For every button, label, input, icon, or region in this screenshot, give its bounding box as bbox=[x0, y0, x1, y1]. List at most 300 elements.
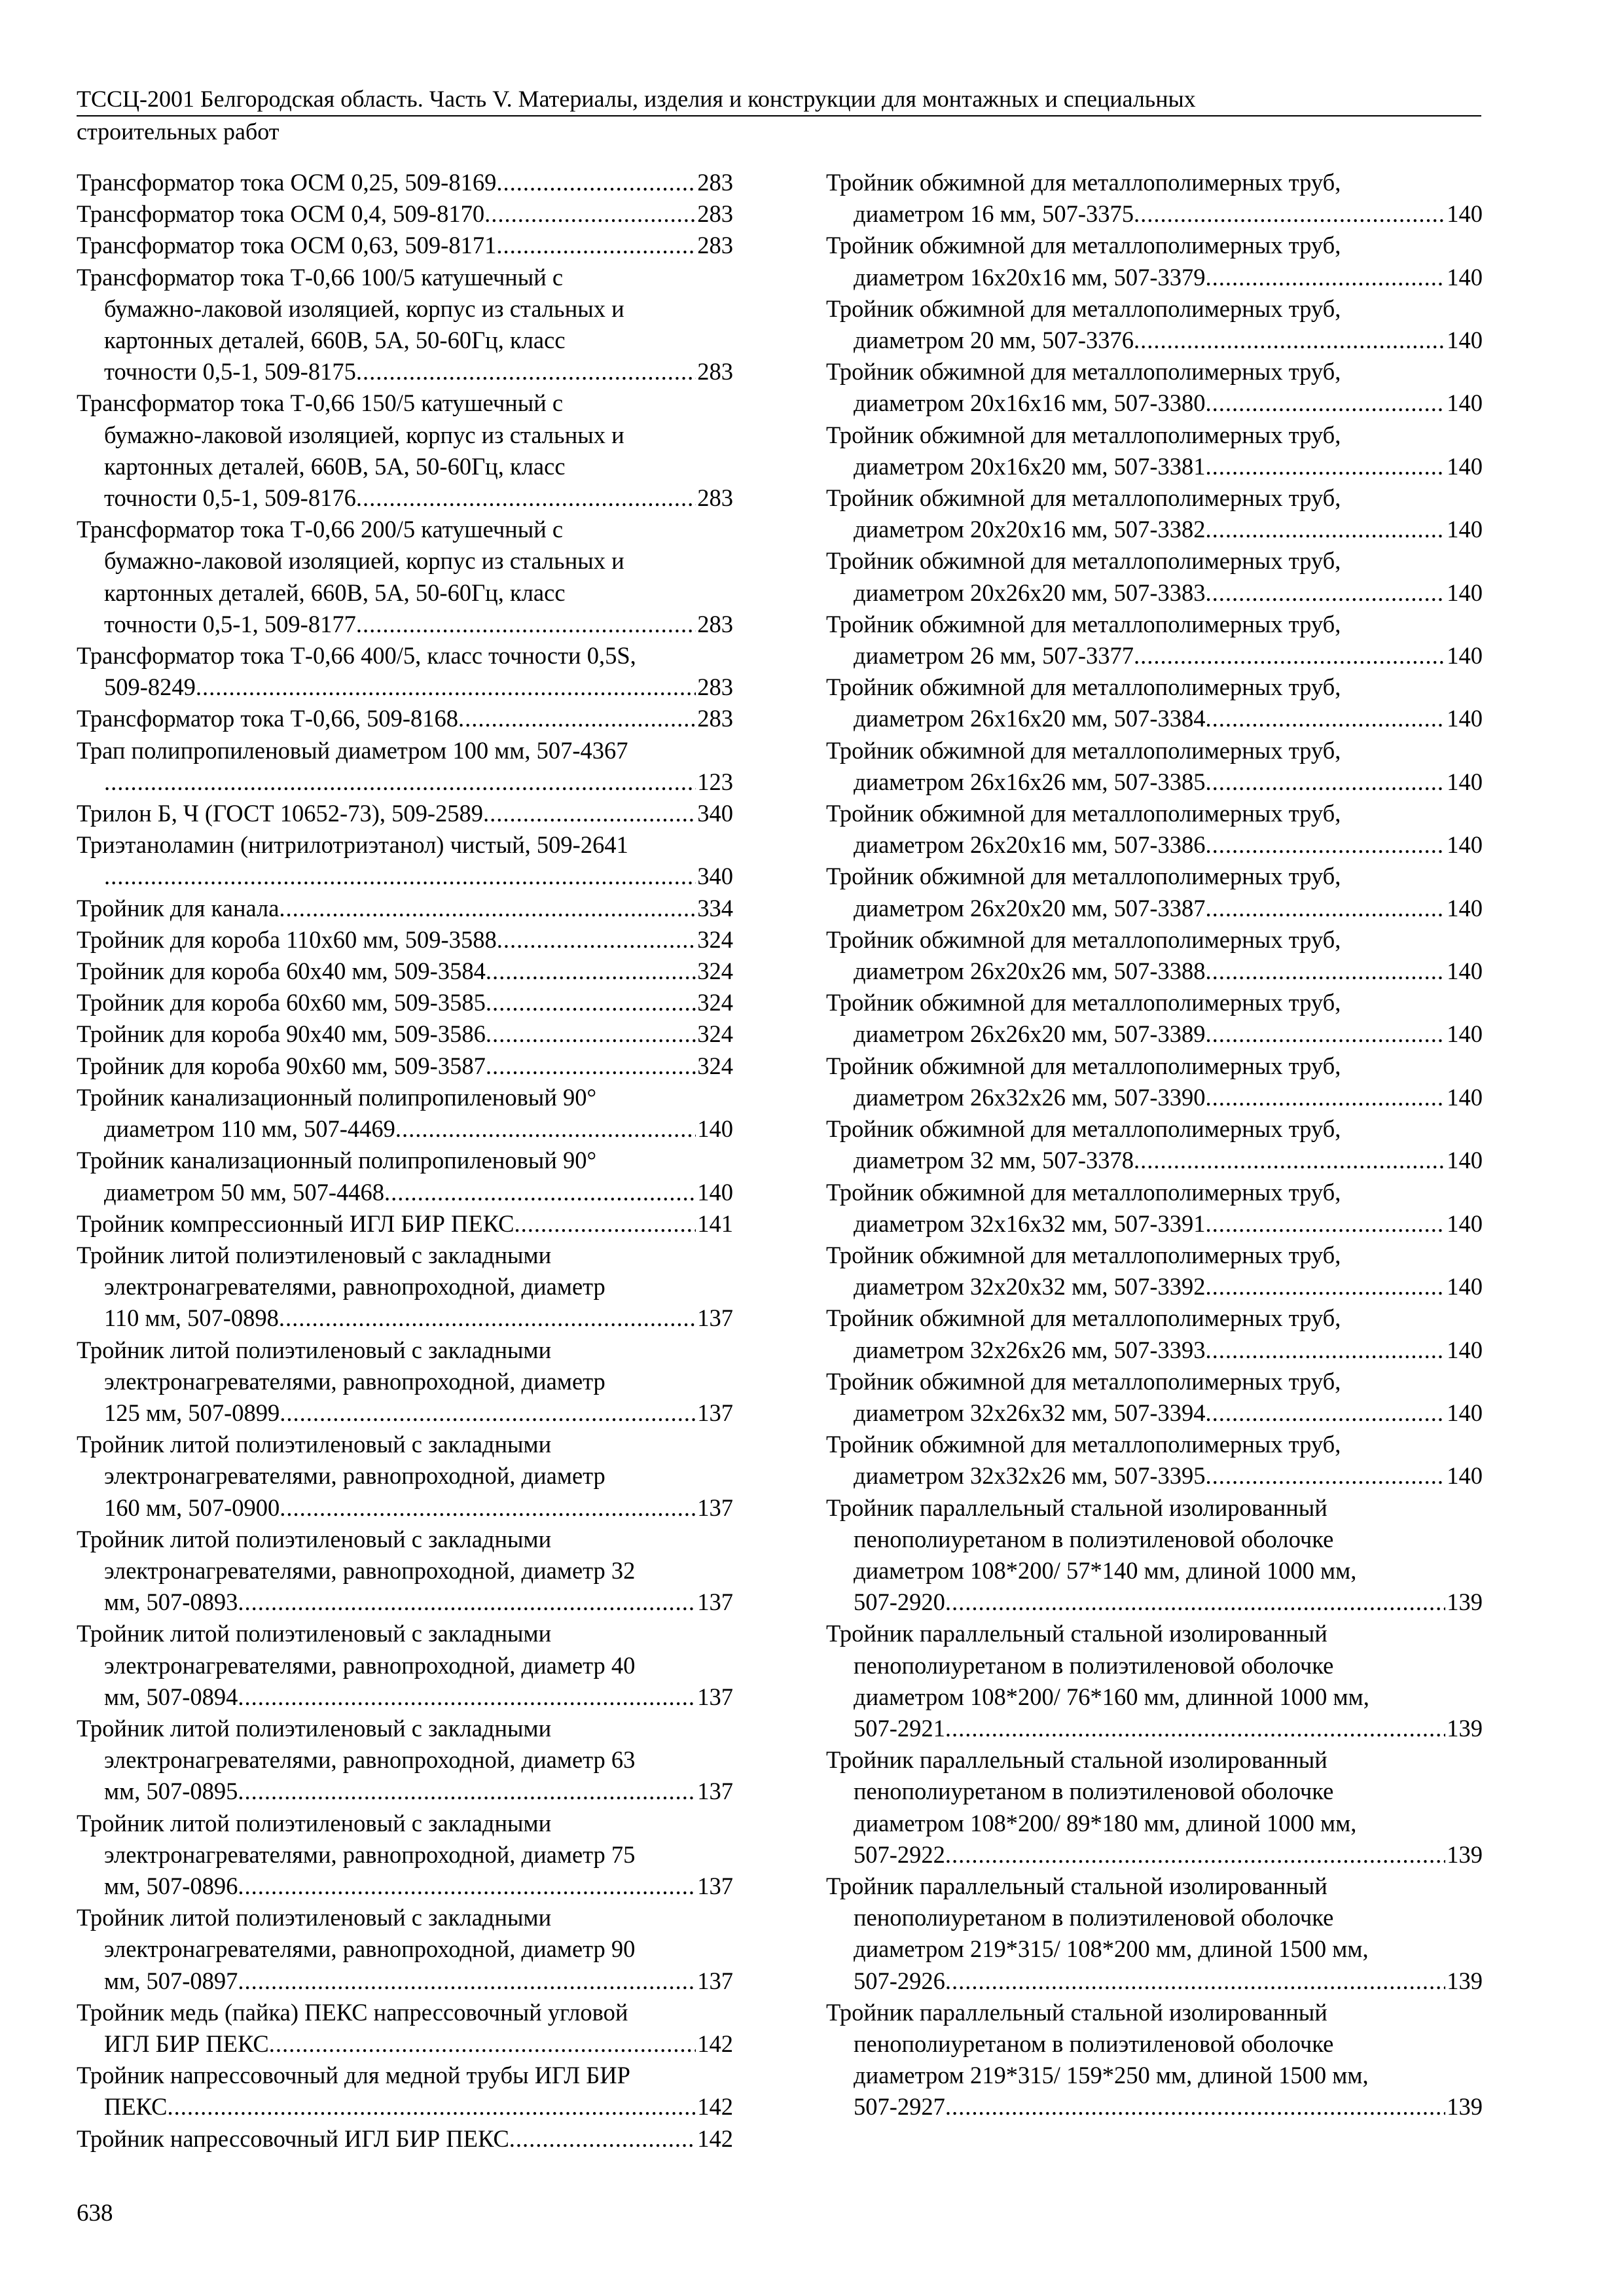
index-entry-line bbox=[77, 640, 733, 672]
index-entry-line bbox=[77, 1208, 733, 1240]
index-entry-text: Трансформатор тока ОСМ 0,25, 509-8169 bbox=[77, 169, 497, 196]
index-entry-text: Тройник компрессионный ИГЛ БИР ПЕКС bbox=[77, 1210, 514, 1237]
index-entry bbox=[77, 1018, 733, 1050]
index-entry-line bbox=[826, 924, 1483, 956]
index-entry-line bbox=[77, 2123, 733, 2155]
index-entry-page: 140 bbox=[1447, 516, 1483, 543]
index-entry-text: диаметром 16 мм, 507-3375 bbox=[854, 200, 1134, 228]
index-entry-line bbox=[77, 2060, 733, 2091]
index-entry-text: картонных деталей, 660В, 5А, 50-60Гц, класс bbox=[104, 452, 566, 480]
index-entry-text: точности 0,5-1, 509-8177 bbox=[104, 610, 356, 637]
index-entry-line bbox=[77, 1050, 733, 1082]
index-entry-text: 507-2922 bbox=[854, 1840, 945, 1868]
index-entry-text: Тройник напрессовочный для медной трубы ИГЛ БИР bbox=[77, 2062, 630, 2089]
index-entry-page: 283 bbox=[697, 200, 733, 228]
index-entry-text: мм, 507-0893 bbox=[104, 1588, 238, 1616]
dot-leader bbox=[484, 198, 696, 230]
index-entry-text: мм, 507-0894 bbox=[104, 1683, 238, 1710]
index-entry-page: 139 bbox=[1447, 2093, 1483, 2121]
index-entry-text: Тройник параллельный стальной изолированный bbox=[826, 1746, 1327, 1774]
index-entry-text: Трап полипропиленовый диаметром 100 мм, 507-4367 bbox=[77, 736, 628, 764]
dot-leader bbox=[1206, 766, 1446, 798]
index-entry-line bbox=[77, 1302, 733, 1334]
index-entry-line bbox=[77, 609, 733, 640]
dot-leader bbox=[1206, 262, 1446, 293]
index-entry-line bbox=[826, 1271, 1483, 1302]
index-entry-line bbox=[77, 2028, 733, 2060]
index-entry-text: Тройник обжимной для металлополимерных труб, bbox=[826, 989, 1341, 1016]
index-entry-line bbox=[826, 1681, 1483, 1713]
index-entry-page: 140 bbox=[1447, 831, 1483, 859]
index-entry-page: 140 bbox=[697, 1115, 733, 1143]
index-entry-line bbox=[77, 1871, 733, 1902]
index-entry-line bbox=[77, 1902, 733, 1933]
index-entry-page: 137 bbox=[697, 1399, 733, 1426]
dot-leader bbox=[1206, 387, 1446, 419]
index-entry-text: 507-2921 bbox=[854, 1714, 945, 1742]
index-entry-text: Тройник для канала bbox=[77, 894, 280, 922]
index-entry-line bbox=[77, 1681, 733, 1713]
index-entry-text: диаметром 26х16х20 мм, 507-3384 bbox=[854, 705, 1206, 732]
index-entry-text: бумажно-лаковой изоляцией, корпус из стальных и bbox=[104, 295, 624, 322]
running-header bbox=[77, 84, 1481, 147]
index-entry-text: ИГЛ БИР ПЕКС bbox=[104, 2030, 269, 2057]
index-entry-text: Тройник обжимной для металлополимерных труб, bbox=[826, 925, 1341, 953]
index-entry bbox=[77, 703, 733, 734]
dot-leader bbox=[483, 798, 696, 829]
index-entry-text: диаметром 219*315/ 159*250 мм, длиной 1500 мм, bbox=[854, 2062, 1369, 2089]
index-entry-line bbox=[826, 1618, 1483, 1649]
index-entry bbox=[826, 545, 1483, 608]
index-entry-line bbox=[826, 1555, 1483, 1587]
index-entry-text: пенополиуретаном в полиэтиленовой оболочке bbox=[854, 2030, 1334, 2057]
index-entry-page: 140 bbox=[1447, 263, 1483, 291]
page-number: 638 bbox=[77, 2200, 113, 2227]
index-entry-text: Тройник обжимной для металлополимерных труб, bbox=[826, 232, 1341, 259]
index-entry-text: диаметром 26х20х20 мм, 507-3387 bbox=[854, 894, 1206, 922]
index-entry-text: Тройник для короба 110х60 мм, 509-3588 bbox=[77, 925, 497, 953]
index-entry-text: Тройник обжимной для металлополимерных труб, bbox=[826, 1178, 1341, 1206]
index-entry-text: Тройник для короба 60х40 мм, 509-3584 bbox=[77, 958, 486, 985]
index-entry-text: диаметром 108*200/ 89*180 мм, длиной 1000 мм, bbox=[854, 1809, 1357, 1837]
dot-leader bbox=[1206, 1271, 1446, 1302]
index-entry-text: Тройник обжимной для металлополимерных труб, bbox=[826, 295, 1341, 322]
index-entry-text: 507-2927 bbox=[854, 2093, 945, 2121]
index-entry-page: 137 bbox=[697, 1588, 733, 1616]
index-entry-line bbox=[77, 861, 733, 892]
index-entry bbox=[77, 1713, 733, 1808]
dot-leader bbox=[1206, 1397, 1446, 1429]
index-entry-line bbox=[77, 1618, 733, 1649]
index-entry-text: пенополиуретаном в полиэтиленовой оболочке bbox=[854, 1651, 1334, 1679]
dot-leader bbox=[1206, 893, 1446, 924]
dot-leader bbox=[945, 1839, 1445, 1871]
index-entry-text: пенополиуретаном в полиэтиленовой оболочке bbox=[854, 1525, 1334, 1552]
index-entry-page: 139 bbox=[1447, 1588, 1483, 1616]
index-entry-text: Тройник обжимной для металлополимерных труб, bbox=[826, 673, 1341, 701]
index-entry-line bbox=[77, 1366, 733, 1397]
index-entry-text: Тройник обжимной для металлополимерных труб, bbox=[826, 421, 1341, 448]
index-entry bbox=[77, 1524, 733, 1619]
index-entry-text: 160 мм, 507-0900 bbox=[104, 1494, 280, 1521]
index-entry-text: диаметром 26х20х26 мм, 507-3388 bbox=[854, 958, 1206, 985]
index-entry-line bbox=[826, 482, 1483, 514]
index-entry bbox=[826, 420, 1483, 482]
index-entry-line bbox=[826, 1902, 1483, 1933]
index-entry-line bbox=[826, 420, 1483, 451]
index-entry-line bbox=[77, 1335, 733, 1366]
index-entry-line bbox=[77, 987, 733, 1018]
index-entry-text: Тройник литой полиэтиленовый с закладными bbox=[77, 1431, 552, 1458]
index-entry-line bbox=[826, 1839, 1483, 1871]
index-entry-text: диаметром 219*315/ 108*200 мм, длиной 1500 мм, bbox=[854, 1935, 1369, 1963]
dot-leader bbox=[1206, 1018, 1446, 1050]
dot-leader bbox=[279, 893, 696, 924]
dot-leader bbox=[238, 1681, 696, 1713]
index-entry-line bbox=[77, 735, 733, 766]
index-entry-line bbox=[826, 609, 1483, 640]
index-entry bbox=[77, 956, 733, 987]
index-entry-text: Тройник обжимной для металлополимерных труб, bbox=[826, 1367, 1341, 1395]
index-entry-page: 139 bbox=[1447, 1840, 1483, 1868]
dot-leader bbox=[395, 1113, 696, 1145]
index-entry-text: Тройник обжимной для металлополимерных труб, bbox=[826, 1431, 1341, 1458]
dot-leader bbox=[356, 482, 696, 514]
index-entry-line bbox=[826, 293, 1483, 325]
index-entry-line bbox=[826, 829, 1483, 861]
index-entry-text: точности 0,5-1, 509-8175 bbox=[104, 358, 356, 386]
index-entry-text: Тройник литой полиэтиленовый с закладными bbox=[77, 1714, 552, 1742]
index-entry-text: диаметром 110 мм, 507-4469 bbox=[104, 1115, 395, 1143]
index-entry-line bbox=[826, 1933, 1483, 1965]
index-entry-line bbox=[77, 293, 733, 325]
index-entry bbox=[826, 482, 1483, 545]
index-entry-text: диаметром 108*200/ 76*160 мм, длинной 1000 мм, bbox=[854, 1683, 1369, 1710]
index-entry-text: диаметром 20х16х16 мм, 507-3380 bbox=[854, 389, 1206, 417]
index-entry-text: диаметром 32х32х26 мм, 507-3395 bbox=[854, 1462, 1206, 1490]
index-entry-line bbox=[77, 167, 733, 198]
index-entry-text: Трансформатор тока ОСМ 0,4, 509-8170 bbox=[77, 200, 485, 228]
index-entry-text: бумажно-лаковой изоляцией, корпус из стальных и bbox=[104, 547, 624, 575]
index-entry-line bbox=[826, 2091, 1483, 2123]
dot-leader bbox=[1206, 577, 1446, 609]
index-entry-page: 137 bbox=[697, 1683, 733, 1710]
index-entry-line bbox=[77, 1555, 733, 1587]
index-entry-line bbox=[77, 230, 733, 261]
index-entry-line bbox=[826, 861, 1483, 892]
index-entry bbox=[826, 987, 1483, 1050]
header-line-2: строительных работ bbox=[77, 118, 280, 145]
index-entry-text: Трилон Б, Ч (ГОСТ 10652-73), 509-2589 bbox=[77, 800, 483, 827]
dot-leader bbox=[1206, 514, 1446, 545]
index-entry-text: 110 мм, 507-0898 bbox=[104, 1304, 279, 1332]
header-line-1: ТССЦ-2001 Белгородская область. Часть V. Материалы, изделия и конструкции для монтажных и специальных bbox=[77, 84, 1481, 117]
index-entry-line bbox=[826, 545, 1483, 577]
dot-leader bbox=[1206, 1335, 1446, 1366]
index-entry-line bbox=[826, 1335, 1483, 1366]
index-entry-line bbox=[77, 766, 733, 798]
dot-leader bbox=[167, 2091, 696, 2123]
index-entry-line bbox=[826, 230, 1483, 261]
index-entry-line bbox=[77, 1997, 733, 2028]
index-entry-text: Тройник канализационный полипропиленовый 90° bbox=[77, 1147, 597, 1174]
index-entry bbox=[826, 798, 1483, 861]
index-entry-text: диаметром 32х26х26 мм, 507-3393 bbox=[854, 1336, 1206, 1363]
index-entry-text: диаметром 26 мм, 507-3377 bbox=[854, 642, 1134, 670]
index-entry bbox=[77, 640, 733, 703]
index-entry-text: Трансформатор тока ОСМ 0,63, 509-8171 bbox=[77, 232, 497, 259]
index-entry-page: 324 bbox=[697, 989, 733, 1016]
index-entry bbox=[77, 987, 733, 1018]
index-entry-text: Тройник обжимной для металлополимерных труб, bbox=[826, 1115, 1341, 1143]
index-entry bbox=[77, 167, 733, 198]
index-entry-text: диаметром 20х20х16 мм, 507-3382 bbox=[854, 516, 1206, 543]
index-entry-line bbox=[77, 1933, 733, 1965]
index-entry-text: Тройник литой полиэтиленовый с закладными bbox=[77, 1620, 552, 1647]
index-entry-line bbox=[77, 798, 733, 829]
index-entry-page: 283 bbox=[697, 358, 733, 386]
index-entry-text: пенополиуретаном в полиэтиленовой оболочке bbox=[854, 1904, 1334, 1931]
dot-leader bbox=[356, 609, 696, 640]
index-entry-line bbox=[77, 2091, 733, 2123]
index-entry-line bbox=[826, 1460, 1483, 1492]
dot-leader bbox=[269, 2028, 696, 2060]
index-entry-text: Трансформатор тока Т-0,66 150/5 катушечный с bbox=[77, 389, 564, 417]
index-entry-line bbox=[77, 1460, 733, 1492]
index-entry bbox=[77, 2123, 733, 2155]
index-entry bbox=[77, 829, 733, 892]
index-entry-page: 324 bbox=[697, 925, 733, 953]
index-entry-text: Тройник обжимной для металлополимерных труб, bbox=[826, 169, 1341, 196]
index-entry-line bbox=[77, 829, 733, 861]
dot-leader bbox=[238, 1587, 696, 1618]
dot-leader bbox=[514, 1208, 696, 1240]
dot-leader bbox=[497, 924, 696, 956]
dot-leader bbox=[486, 1050, 696, 1082]
index-entry-text: Тройник обжимной для металлополимерных труб, bbox=[826, 358, 1341, 386]
index-entry-page: 140 bbox=[1447, 705, 1483, 732]
dot-leader bbox=[104, 861, 696, 892]
index-entry-line bbox=[77, 1808, 733, 1839]
index-entry bbox=[77, 198, 733, 230]
index-entry-page: 140 bbox=[1447, 1399, 1483, 1426]
index-entry-page: 140 bbox=[1447, 768, 1483, 795]
index-entry bbox=[826, 924, 1483, 987]
index-entry-text: диаметром 108*200/ 57*140 мм, длиной 1000 мм, bbox=[854, 1556, 1357, 1584]
index-entry-line bbox=[826, 1240, 1483, 1271]
index-entry-line bbox=[77, 1429, 733, 1460]
index-entry-line bbox=[77, 1587, 733, 1618]
dot-leader bbox=[945, 1965, 1445, 1997]
index-entry-text: диаметром 20 мм, 507-3376 bbox=[854, 327, 1134, 354]
index-entry-text: диаметром 32х16х32 мм, 507-3391 bbox=[854, 1210, 1206, 1237]
dot-leader bbox=[945, 1587, 1445, 1618]
index-entry-page: 283 bbox=[697, 169, 733, 196]
index-entry-text: Трансформатор тока Т-0,66, 509-8168 bbox=[77, 705, 459, 732]
index-entry-page: 140 bbox=[1447, 452, 1483, 480]
index-entry bbox=[826, 1997, 1483, 2123]
index-entry-line bbox=[77, 1839, 733, 1871]
index-entry-page: 137 bbox=[697, 1778, 733, 1805]
index-entry-line bbox=[77, 1713, 733, 1744]
index-entry-page: 142 bbox=[697, 2093, 733, 2121]
dot-leader bbox=[1134, 198, 1445, 230]
index-entry-line bbox=[826, 1208, 1483, 1240]
index-entry-text: Тройник параллельный стальной изолированный bbox=[826, 1620, 1327, 1647]
index-entry-text: диаметром 26х16х26 мм, 507-3385 bbox=[854, 768, 1206, 795]
index-entry-text: Тройник параллельный стальной изолированный bbox=[826, 1494, 1327, 1521]
index-entry-text: ПЕКС bbox=[104, 2093, 168, 2121]
index-entry-line bbox=[77, 1776, 733, 1807]
index-entry-text: Тройник медь (пайка) ПЕКС напрессовочный угловой bbox=[77, 1998, 628, 2026]
index-entry bbox=[826, 230, 1483, 293]
index-entry bbox=[826, 167, 1483, 230]
dot-leader bbox=[486, 956, 696, 987]
index-entry-page: 142 bbox=[697, 2125, 733, 2152]
index-entry-page: 137 bbox=[697, 1494, 733, 1521]
index-entry bbox=[77, 1429, 733, 1524]
index-entry-page: 142 bbox=[697, 2030, 733, 2057]
index-entry-line bbox=[77, 577, 733, 609]
index-entry-text: диаметром 20х26х20 мм, 507-3383 bbox=[854, 579, 1206, 606]
index-entry-line bbox=[826, 1808, 1483, 1839]
index-entry-line bbox=[77, 1524, 733, 1555]
index-entry-line bbox=[826, 1302, 1483, 1334]
index-entry-line bbox=[826, 387, 1483, 419]
index-entry-text: мм, 507-0896 bbox=[104, 1872, 238, 1899]
index-entry-text: электронагревателями, равнопроходной, диаметр bbox=[104, 1367, 605, 1395]
index-entry bbox=[77, 262, 733, 388]
index-entry-page: 324 bbox=[697, 958, 733, 985]
dot-leader bbox=[280, 1397, 696, 1429]
index-entry-page: 140 bbox=[1447, 1336, 1483, 1363]
index-entry-line bbox=[826, 1587, 1483, 1618]
index-entry-text: диаметром 32 мм, 507-3378 bbox=[854, 1147, 1134, 1174]
index-entry-line bbox=[77, 924, 733, 956]
index-entry bbox=[826, 1429, 1483, 1492]
dot-leader bbox=[1134, 1145, 1445, 1176]
index-entry-line bbox=[77, 703, 733, 734]
dot-leader bbox=[280, 1492, 696, 1524]
index-entry-text: Тройник обжимной для металлополимерных труб, bbox=[826, 484, 1341, 512]
index-column-right bbox=[826, 167, 1483, 2123]
dot-leader bbox=[1206, 956, 1446, 987]
dot-leader bbox=[1206, 1208, 1446, 1240]
index-entry bbox=[826, 1492, 1483, 1619]
index-entry-text: диаметром 32х20х32 мм, 507-3392 bbox=[854, 1273, 1206, 1300]
index-entry-line bbox=[77, 387, 733, 419]
index-entry bbox=[77, 1240, 733, 1335]
index-entry-line bbox=[826, 766, 1483, 798]
index-entry-text: Тройник параллельный стальной изолированный bbox=[826, 1872, 1327, 1899]
index-entry-line bbox=[826, 987, 1483, 1018]
index-entry-page: 137 bbox=[697, 1872, 733, 1899]
index-entry-line bbox=[77, 1965, 733, 1997]
index-entry-line bbox=[826, 167, 1483, 198]
dot-leader bbox=[486, 987, 696, 1018]
index-entry-line bbox=[826, 262, 1483, 293]
dot-leader bbox=[238, 1965, 696, 1997]
index-entry-line bbox=[77, 514, 733, 545]
index-entry-text: диаметром 20х16х20 мм, 507-3381 bbox=[854, 452, 1206, 480]
index-entry bbox=[826, 293, 1483, 356]
dot-leader bbox=[196, 672, 696, 703]
dot-leader bbox=[496, 167, 696, 198]
index-entry-line bbox=[77, 956, 733, 987]
index-entry-line bbox=[77, 1113, 733, 1145]
index-entry-text: Тройник обжимной для металлополимерных труб, bbox=[826, 863, 1341, 890]
index-entry-line bbox=[77, 1018, 733, 1050]
index-entry-line bbox=[826, 2028, 1483, 2060]
index-entry-text: Тройник обжимной для металлополимерных труб, bbox=[826, 800, 1341, 827]
index-entry-text: электронагревателями, равнопроходной, диаметр 63 bbox=[104, 1746, 636, 1774]
index-entry-line bbox=[77, 1397, 733, 1429]
index-entry-line bbox=[77, 451, 733, 482]
index-entry-line bbox=[77, 1744, 733, 1776]
index-entry bbox=[77, 1618, 733, 1713]
index-entry-line bbox=[826, 1429, 1483, 1460]
index-entry-text: 507-2920 bbox=[854, 1588, 945, 1616]
index-entry-page: 324 bbox=[697, 1020, 733, 1048]
index-entry-text: электронагревателями, равнопроходной, диаметр bbox=[104, 1462, 605, 1490]
index-entry-line bbox=[826, 198, 1483, 230]
index-entry bbox=[826, 1177, 1483, 1240]
dot-leader bbox=[1206, 451, 1446, 482]
index-entry bbox=[77, 1050, 733, 1082]
index-entry-text: бумажно-лаковой изоляцией, корпус из стальных и bbox=[104, 421, 624, 448]
index-entry-page: 140 bbox=[1447, 200, 1483, 228]
index-entry-text: Тройник напрессовочный ИГЛ БИР ПЕКС bbox=[77, 2125, 509, 2152]
index-entry bbox=[826, 1744, 1483, 1871]
index-entry bbox=[826, 1113, 1483, 1176]
index-entry-text: электронагревателями, равнопроходной, диаметр 40 bbox=[104, 1651, 636, 1679]
index-entry bbox=[77, 230, 733, 261]
index-entry-line bbox=[77, 672, 733, 703]
index-entry-line bbox=[77, 356, 733, 387]
index-entry-line bbox=[77, 1082, 733, 1113]
index-entry-page: 137 bbox=[697, 1304, 733, 1332]
index-entry-page: 139 bbox=[1447, 1967, 1483, 1994]
index-entry-text: Тройник обжимной для металлополимерных труб, bbox=[826, 547, 1341, 575]
index-entry-page: 283 bbox=[697, 484, 733, 512]
index-entry-text: 125 мм, 507-0899 bbox=[104, 1399, 280, 1426]
index-entry-line bbox=[826, 514, 1483, 545]
index-entry-line bbox=[826, 1397, 1483, 1429]
dot-leader bbox=[1134, 325, 1445, 356]
index-entry-line bbox=[77, 545, 733, 577]
index-entry-page: 340 bbox=[697, 863, 733, 890]
index-entry-text: электронагревателями, равнопроходной, диаметр 75 bbox=[104, 1840, 636, 1868]
index-entry-page: 334 bbox=[697, 894, 733, 922]
index-entry-line bbox=[77, 482, 733, 514]
index-entry-text: Тройник параллельный стальной изолированный bbox=[826, 1998, 1327, 2026]
index-entry-page: 340 bbox=[697, 800, 733, 827]
index-entry-line bbox=[826, 735, 1483, 766]
index-entry-text: электронагревателями, равнопроходной, диаметр 32 bbox=[104, 1556, 636, 1584]
index-entry-line bbox=[77, 1271, 733, 1302]
index-entry-text: Тройник для короба 60х60 мм, 509-3585 bbox=[77, 989, 486, 1016]
index-entry-text: электронагревателями, равнопроходной, диаметр bbox=[104, 1273, 605, 1300]
index-entry-text: Тройник обжимной для металлополимерных труб, bbox=[826, 736, 1341, 764]
index-entry-line bbox=[826, 2060, 1483, 2091]
index-entry-text: Тройник для короба 90х60 мм, 509-3587 bbox=[77, 1052, 486, 1079]
index-entry-text: мм, 507-0897 bbox=[104, 1967, 238, 1994]
index-entry-page: 283 bbox=[697, 673, 733, 701]
dot-leader bbox=[279, 1302, 696, 1334]
index-entry-line bbox=[826, 325, 1483, 356]
index-entry bbox=[826, 1366, 1483, 1429]
index-entry bbox=[826, 735, 1483, 798]
